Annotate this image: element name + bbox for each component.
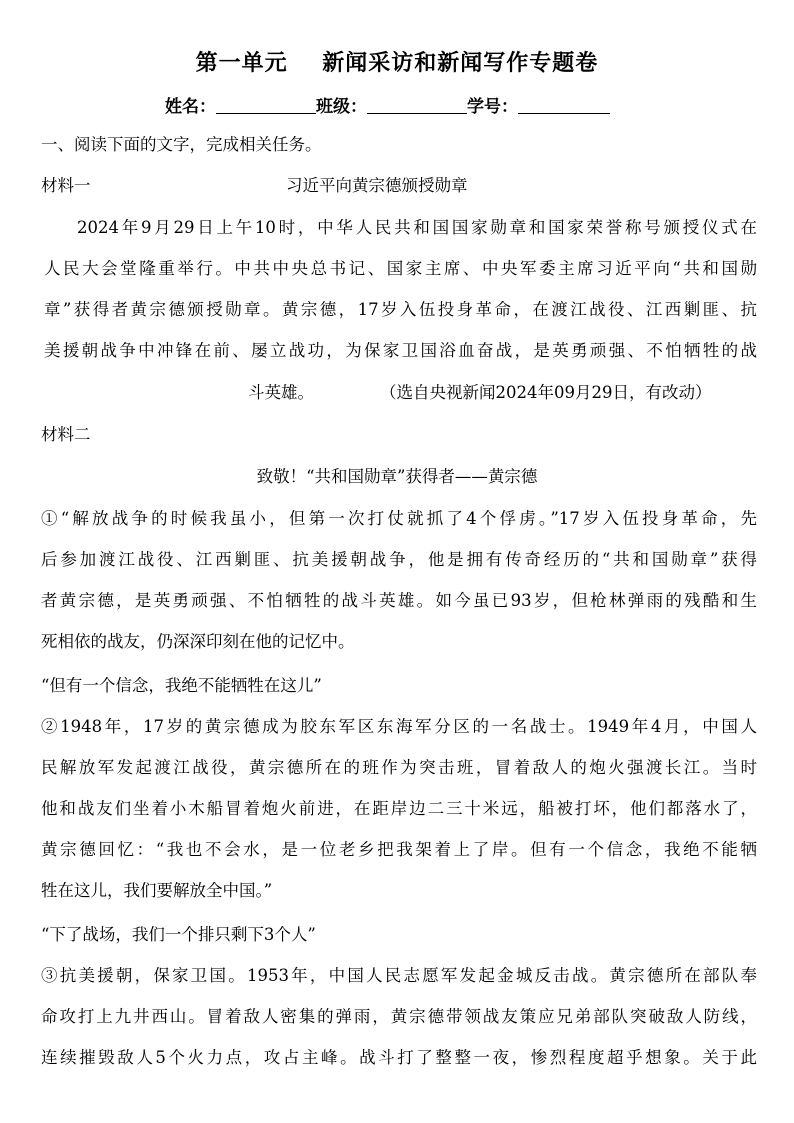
- material2-headline: 致敬！“共和国勋章”获得者——黄宗德: [256, 467, 538, 486]
- paragraph-line: 死相依的战友，仍深深印刻在他的记忆中。: [41, 632, 355, 651]
- paragraph-line: 牲在这儿，我们要解放全中国。”: [41, 881, 273, 900]
- material1-line: 2024年9月29日上午10时，中华人民共和国国家勋章和国家荣誉称号颁授仪式在: [77, 218, 757, 237]
- paragraph-line: 连续摧毁敌人5个火力点，攻占主峰。战斗打了整整一夜，惨烈程度超乎想象。关于此: [41, 1048, 757, 1067]
- id-blank[interactable]: [518, 95, 610, 114]
- class-label: 班级：: [316, 97, 367, 117]
- material1-line: 人民大会堂隆重举行。中共中央总书记、国家主席、中央军委主席习近平向“共和国勋: [44, 259, 757, 278]
- section-instruction: 一、阅读下面的文字，完成相关任务。: [41, 135, 322, 154]
- material1-line: 美援朝战争中冲锋在前、屡立战功，为保家卫国浴血奋战，是英勇顽强、不怕牺牲的战: [44, 341, 757, 360]
- paragraph-line: 民解放军发起渡江战役，黄宗德所在的班作为突击班，冒着敌人的炮火强渡长江。当时: [41, 758, 757, 777]
- document-title: 第一单元 新闻采访和新闻写作专题卷: [195, 51, 599, 76]
- material1-line: 斗英雄。: [248, 383, 314, 402]
- paragraph-line: 黄宗德回忆：“我也不会水，是一位老乡把我架着上了岸。但有一个信念，我绝不能牺: [41, 840, 757, 859]
- material2-label: 材料二: [41, 425, 91, 444]
- paragraph-line: ①“解放战争的时候我虽小，但第一次打仗就抓了4个俘虏。”17岁入伍投身革命，先: [41, 509, 757, 528]
- student-info-row: [165, 92, 610, 117]
- paragraph-line: ③抗美援朝，保家卫国。1953年，中国人民志愿军发起金城反击战。黄宗德所在部队奉: [41, 966, 757, 985]
- class-blank[interactable]: [367, 95, 467, 114]
- name-label: 姓名：: [165, 97, 216, 117]
- paragraph-line: 后参加渡江战役、江西剿匪、抗美援朝战争，他是拥有传奇经历的“共和国勋章”获得: [41, 550, 757, 569]
- paragraph-line: 命攻打上九井西山。冒着敌人密集的弹雨，黄宗德带领战友策应兄弟部队突破敌人防线，: [41, 1007, 757, 1026]
- paragraph-line: 他和战友们坐着小木船冒着炮火前进，在距岸边二三十米远，船被打坏，他们都落水了，: [41, 799, 757, 818]
- material1-headline: 习近平向黄宗德颁授勋章: [286, 176, 468, 195]
- material1-source: （选自央视新闻2024年09月29日，有改动）: [380, 383, 712, 402]
- subheading: “但有一个信念，我绝不能牺牲在这儿”: [41, 676, 322, 695]
- material1-label: 材料一: [41, 176, 91, 195]
- paragraph-line: ②1948年，17岁的黄宗德成为胶东军区东海军分区的一名战士。1949年4月，中国人: [41, 717, 757, 736]
- subheading: “下了战场，我们一个排只剩下3个人”: [41, 925, 316, 944]
- paragraph-line: 者黄宗德，是英勇顽强、不怕牺牲的战斗英雄。如今虽已93岁，但枪林弹雨的残酷和生: [41, 591, 757, 610]
- id-label: 学号：: [467, 97, 518, 117]
- name-blank[interactable]: [216, 95, 316, 114]
- material1-line: 章”获得者黄宗德颁授勋章。黄宗德，17岁入伍投身革命，在渡江战役、江西剿匪、抗: [44, 300, 757, 319]
